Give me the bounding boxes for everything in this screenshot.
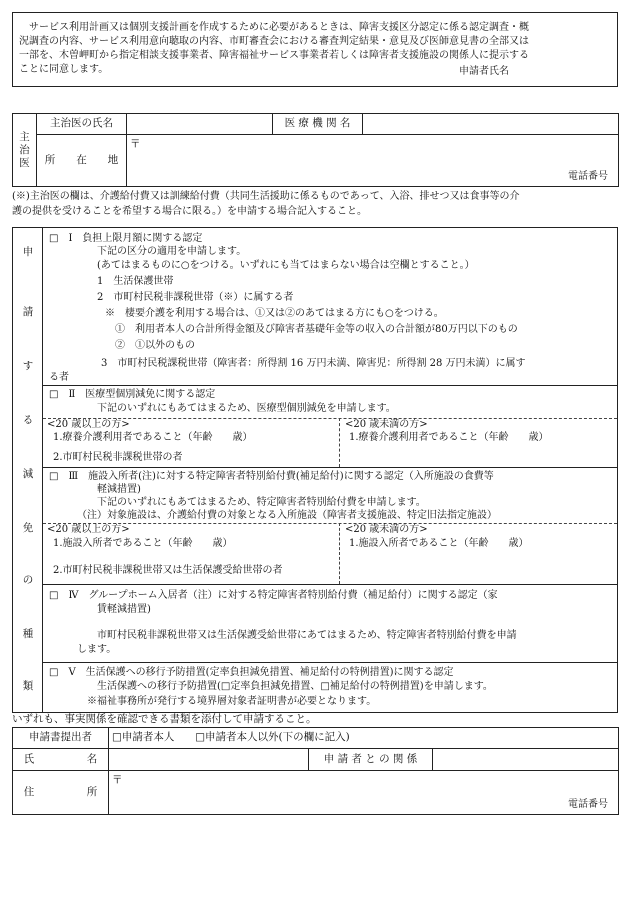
section-4-title-cont: 賃軽減措置)	[97, 604, 151, 615]
section-4-text-cont: します。	[77, 644, 117, 655]
consent-line-1: サービス利用計画又は個別支援計画を作成するために必要があるときは、障害支援区分認定に係る認定調査・概	[19, 22, 529, 33]
applicant-name-field[interactable]	[109, 749, 309, 771]
postal-mark: 〒	[112, 774, 123, 786]
submitter-other-checkbox[interactable]: □申請者本人以外(下の欄に記入)	[195, 731, 350, 744]
doctor-note-line-1: (※)主治医の欄は、介護給付費又は訓練給付費（共同生活援助に係るものであって、入浴、排せつ又は食事等の介	[12, 191, 520, 202]
section-1-option-3-cont: る者	[49, 372, 69, 383]
section-3-checkbox-title[interactable]: □ Ⅲ 施設入所者(注)に対する特定障害者特別給付費(補足給付)に関する認定（入所施設の食費等	[49, 471, 494, 482]
applicant-phone-label: 電話番号	[568, 798, 608, 810]
doctor-address-label: 所 在 地	[37, 135, 127, 187]
section-2-text: 下記のいずれにもあてはまるため、医療型個別減免を申請します。	[97, 403, 396, 414]
doctor-note	[12, 189, 624, 219]
section-5-checkbox-title[interactable]: □ Ⅴ 生活保護への移行予防措置(定率負担減免措置、補足給付の特例措置)に関する認定	[49, 667, 454, 678]
submitter-options	[109, 728, 619, 749]
applicant-name-label: 氏 名	[13, 749, 109, 771]
applicant-address-field[interactable]	[109, 771, 619, 815]
section-3	[43, 467, 617, 584]
reduction-types-body	[43, 228, 617, 712]
section-2-minor-heading: <20 歳未満の方>	[345, 419, 428, 430]
section-3-minor-heading: <20 歳未満の方>	[345, 524, 428, 535]
applicant-table	[12, 727, 619, 815]
section-4-checkbox-title[interactable]: □ Ⅳ グループホーム入居者（注）に対する特定障害者特別給付費（補足給付）に関する認定（家	[49, 590, 498, 601]
submitter-label: 申請書提出者	[13, 728, 109, 749]
section-1-checkbox-title[interactable]: □ Ⅰ 負担上限月額に関する認定	[49, 233, 203, 244]
section-3-minor-item-1: 1.施設入所者であること（年齢 歳）	[349, 538, 529, 549]
section-5-text: 生活保護への移行予防措置(□定率負担減免措置、□補足給付の特例措置)を申請します。	[97, 681, 493, 692]
section-2-adult-heading: <20 歳以上の方>	[47, 419, 130, 430]
applicant-address-label: 住 所	[13, 771, 109, 815]
institution-label: 医 療 機 関 名	[273, 114, 363, 135]
signature-label: 申請者氏名	[459, 66, 509, 77]
reduction-types-box	[12, 227, 618, 713]
doctor-note-line-2: 護の提供を受けることを希望する場合に限る。）を申請する場合記入すること。	[12, 206, 367, 217]
doctor-name-field[interactable]	[127, 114, 273, 135]
doctor-side-label: 主 治 医	[13, 114, 37, 187]
section-5-note: ※福祉事務所が発行する境界層対象者証明書が必要となります。	[87, 696, 377, 707]
section-1-text: (あてはまるものに○をつける。いずれにも当てはまらない場合は空欄とすること。）	[97, 260, 475, 271]
section-2-adult-item-1: 1.療養介護利用者であること（年齢 歳）	[53, 432, 253, 443]
relation-field[interactable]	[433, 749, 619, 771]
section-1	[43, 228, 617, 385]
relation-label: 申 請 者 と の 関 係	[309, 749, 433, 771]
postal-mark: 〒	[130, 138, 141, 150]
section-3-adult-item-1: 1.施設入所者であること（年齢 歳）	[53, 538, 233, 549]
section-2-adult-item-2: 2.市町村民税非課税世帯の者	[53, 452, 183, 463]
attachment-note: いずれも、事実関係を確認できる書類を添付して申請すること。	[12, 713, 317, 725]
section-5	[43, 662, 617, 714]
doctor-name-label: 主治医の氏名	[37, 114, 127, 135]
doctor-phone-label: 電話番号	[568, 170, 608, 182]
section-3-text: 下記のいずれにもあてはまるため、特定障害者特別給付費を申請します。	[97, 497, 426, 508]
consent-line-3: 一部を、木曽岬町から指定相談支援事業者、障害福祉サービス事業者若しくは障害者支援施設の関係人に提示する	[19, 50, 529, 61]
section-3-adult-item-2: 2.市町村民税非課税世帯又は生活保護受給世帯の者	[53, 565, 283, 576]
section-1-option-2: 2 市町村民税非課税世帯（※）に属する者	[97, 292, 294, 303]
section-1-sub-option-1: ① 利用者本人の合計所得金額及び障害者基礎年金等の収入の合計額が80万円以下のもの	[115, 324, 518, 335]
institution-field[interactable]	[363, 114, 619, 135]
doctor-table	[12, 113, 619, 187]
section-1-sub-option-2: ② ①以外のもの	[115, 340, 195, 351]
section-2-minor-item-1: 1.療養介護利用者であること（年齢 歳）	[349, 432, 549, 443]
consent-box	[12, 12, 618, 87]
section-4-text: 市町村民税非課税世帯又は生活保護受給世帯にあてはまるため、特定障害者特別給付費を申請	[97, 630, 517, 641]
section-3-title-cont: 軽減措置)	[97, 484, 141, 495]
section-2-checkbox-title[interactable]: □ Ⅱ 医療型個別減免に関する認定	[49, 389, 216, 400]
consent-line-4: ことに同意します。	[19, 64, 109, 75]
section-1-option-1: 1 生活保護世帯	[97, 276, 174, 287]
submitter-self-checkbox[interactable]: □申請者本人	[112, 731, 175, 744]
section-2	[43, 385, 617, 467]
section-3-note: （注）対象施設は、介護給付費の対象となる入所施設（障害者支援施設、特定旧法指定施設）	[77, 510, 497, 521]
section-3-adult-heading: <20 歳以上の方>	[47, 524, 130, 535]
doctor-address-field[interactable]	[127, 135, 619, 187]
section-1-note: ※ 棲要介護を利用する場合は、①又は②のあてはまる方にも○をつける。	[105, 308, 444, 319]
section-1-option-3: 3 市町村民税課税世帯（障害者：所得割 16 万円未満、障害児：所得割 28 万円未満）に属す	[101, 358, 526, 369]
reduction-types-side-label: 申 請 す る 減 免 の 種 類	[13, 228, 43, 712]
consent-line-2: 況調査の内容、サービス利用意向聴取の内容、市町審査会における審査判定結果・意見及び医師意見書の全部又は	[19, 36, 529, 47]
section-1-text: 下記の区分の適用を申請します。	[97, 246, 247, 257]
section-4	[43, 584, 617, 662]
